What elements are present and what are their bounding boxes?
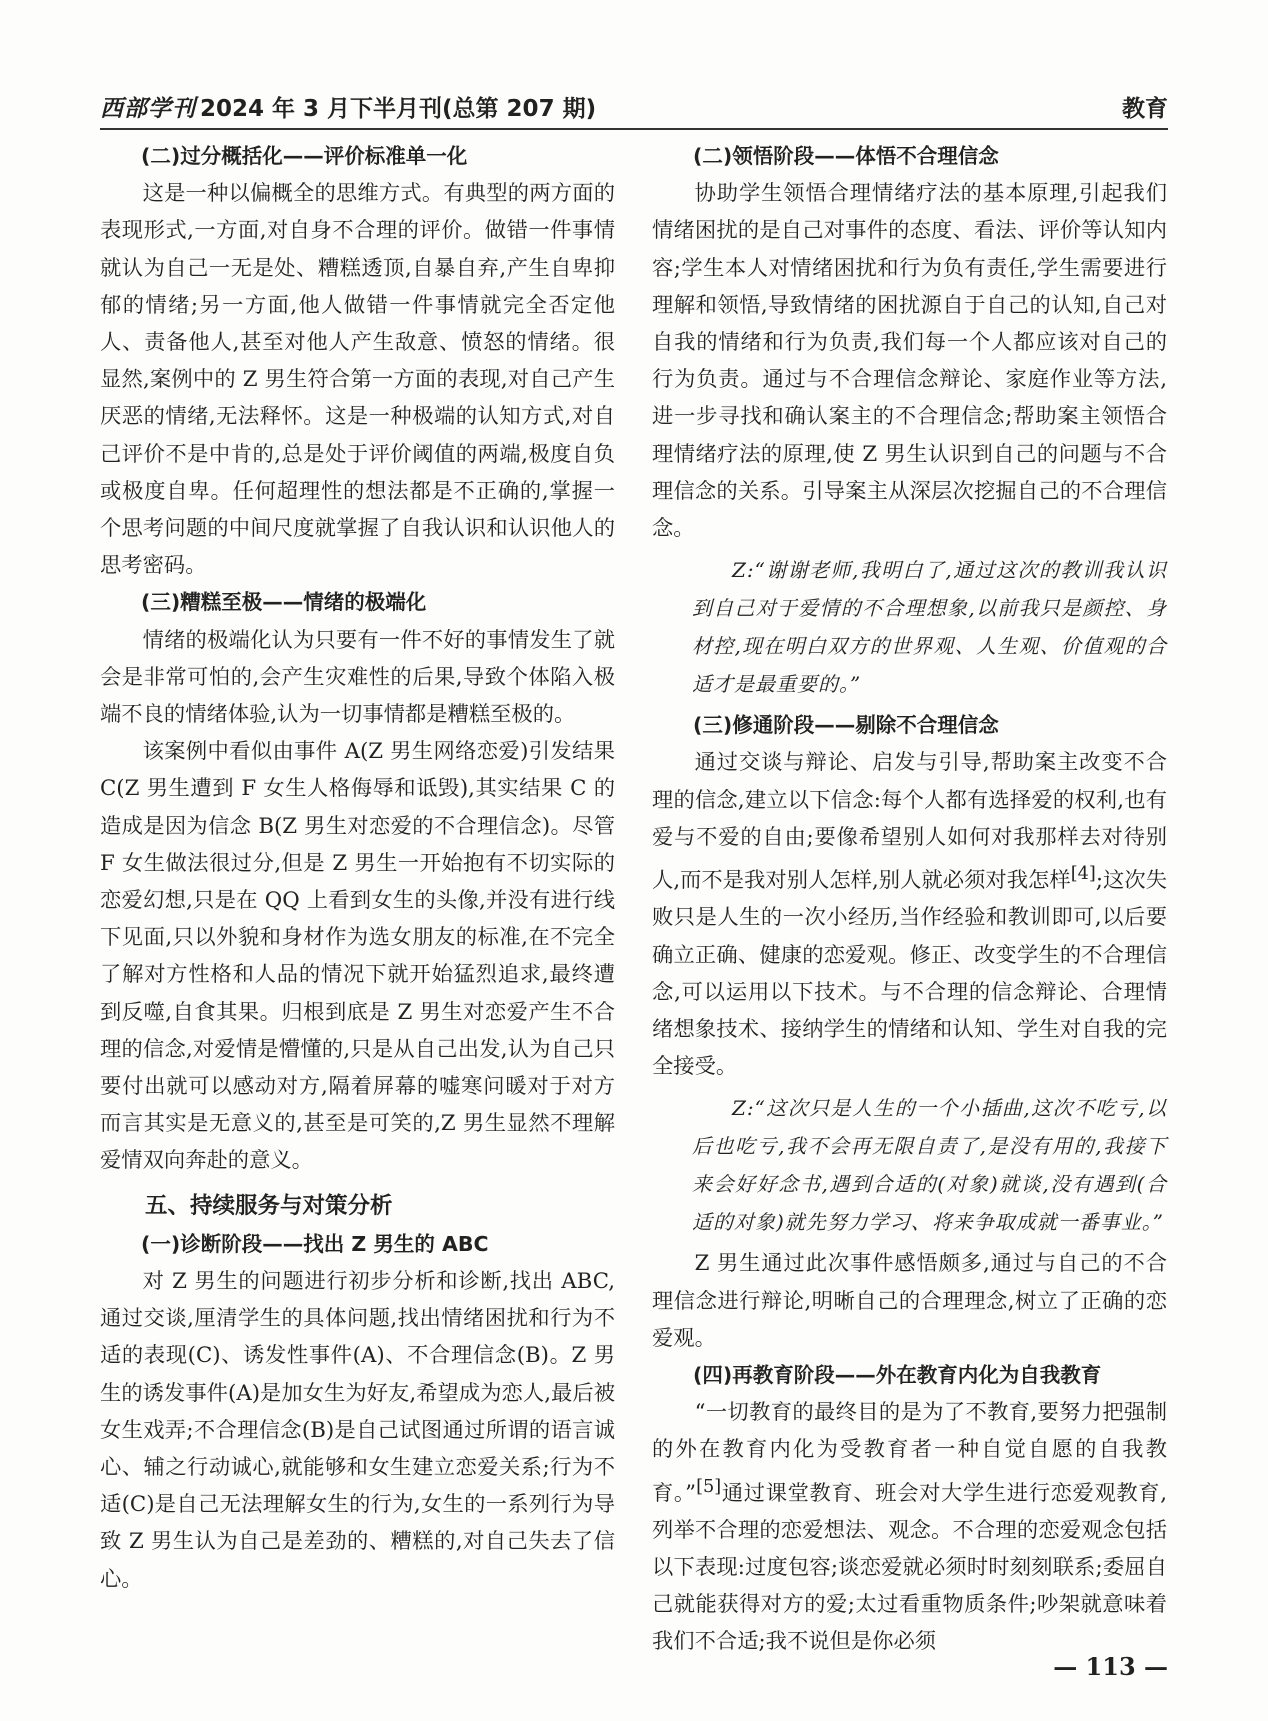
citation-ref: [5] <box>696 1476 722 1497</box>
paragraph: 对 Z 男生的问题进行初步分析和诊断,找出 ABC,通过交谈,厘清学生的具体问题,找出情绪困扰和行为不适的表现(C)、诱发性事件(A)、不合理信念(B)。Z 男生的诱发事件(A)是加女生为好友,希望成为恋人,最后被女生戏弄;不合理信念(B)是自己试图通过所谓的语言诚心、辅之行动诚心,就能够和女生建立恋爱关系;行为不适(C)是自己无法理解女生的行为,女生的一系列行为导致 Z 男生认为自己是差劲的、糟糕的,对自己失去了信心。 <box>100 1268 615 1592</box>
paragraph-text: “一切教育的最终目的是为了不教育,要努力把强制的外在教育内化为受教育者一种自觉自愿的自我教育。” <box>652 1400 1167 1506</box>
left-column <box>100 138 615 1598</box>
paragraph: 该案例中看似由事件 A(Z 男生网络恋爱)引发结果 C(Z 男生遭到 F 女生人格侮辱和诋毁),其实结果 C 的造成是因为信念 B(Z 男生对恋爱的不合理信念)。尽管 F 女生做法很过分,但是 Z 男生一开始抱有不切实际的恋爱幻想,只是在 QQ 上看到女生的头像,并没有进行线下见面,只以外貌和身材作为选女朋友的标准,在不完全了解对方性格和人品的情况下就开始猛烈追求,最终遭到反噬,自食其果。归根到底是 Z 男生对恋爱产生不合理的信念,对爱情是懵懂的,只是从自己出发,认为自己只要付出就可以感动对方,隔着屏幕的嘘寒问暖对于对方而言其实是无意义的,甚至是可笑的,Z 男生显然不理解爱情双向奔赴的意义。 <box>100 739 615 1174</box>
heading-working-through-stage: (三)修通阶段——剔除不合理信念 <box>693 713 999 738</box>
paragraph: Z 男生通过此次事件感悟颇多,通过与自己的不合理信念进行辩论,明晰自己的合理理念,树立了正确的恋爱观。 <box>652 1251 1167 1351</box>
citation-ref: [4] <box>1070 864 1096 885</box>
heading-catastrophizing: (三)糟糕至极——情绪的极端化 <box>141 590 427 615</box>
journal-issue-line <box>100 90 596 123</box>
journal-logo: 西部学刊 <box>100 95 196 122</box>
section-label: 教育 <box>1122 96 1168 122</box>
heading-section-5: 五、持续服务与对策分析 <box>145 1192 393 1219</box>
page-number: — 113 — <box>1053 1652 1168 1681</box>
heading-over-generalization: (二)过分概括化——评价标准单一化 <box>141 144 468 168</box>
student-quote: Z:“谢谢老师,我明白了,通过这次的教训我认识到自己对于爱情的不合理想象,以前我只是颜控、身材控,现在明白双方的世界观、人生观、价值观的合适才是最重要的。” <box>692 558 1167 697</box>
paragraph: 情绪的极端化认为只要有一件不好的事情发生了就会是非常可怕的,会产生灾难性的后果,导致个体陷入极端不良的情绪体验,认为一切事情都是糟糕至极的。 <box>100 627 615 728</box>
paragraph: 协助学生领悟合理情绪疗法的基本原理,引起我们情绪困扰的是自己对事件的态度、看法、评价等认知内容;学生本人对情绪困扰和行为负有责任,学生需要进行理解和领悟,导致情绪的困扰源自于自己的认知,自己对自我的情绪和行为负责,我们每一个人都应该对自己的行为负责。通过与不合理信念辩论、家庭作业等方法,进一步寻找和确认案主的不合理信念;帮助案主领悟合理情绪疗法的原理,使 Z 男生认识到自己的问题与不合理信念的关系。引导案主从深层次挖掘自己的不合理信念。 <box>652 181 1167 542</box>
right-column <box>652 138 1167 1661</box>
heading-diagnosis-stage: (一)诊断阶段——找出 Z 男生的 ABC <box>141 1231 489 1256</box>
paragraph-text: 通过课堂教育、班会对大学生进行恋爱观教育,列举不合理的恋爱想法、观念。不合理的恋爱观念包括以下表现:过度包容;谈恋爱就必须时时刻刻联系;委屈自己就能获得对方的爱;太过看重物质条件;吵架就意味着我们不合适;我不说但是你必须 <box>652 1480 1167 1655</box>
heading-insight-stage: (二)领悟阶段——体悟不合理信念 <box>693 144 999 168</box>
paragraph: 这是一种以偏概全的思维方式。有典型的两方面的表现形式,一方面,对自身不合理的评价。做错一件事情就认为自己一无是处、糟糕透顶,自暴自弃,产生自卑抑郁的情绪;另一方面,他人做错一件事情就完全否定他人、责备他人,甚至对他人产生敌意、愤怒的情绪。很显然,案例中的 Z 男生符合第一方面的表现,对自己产生厌恶的情绪,无法释怀。这是一种极端的认知方式,对自己评价不是中肯的,总是处于评价阈值的两端,极度自负或极度自卑。任何超理性的想法都是不正确的,掌握一个思考问题的中间尺度就掌握了自我认识和认识他人的思考密码。 <box>100 181 615 579</box>
issue-info: 2024 年 3 月下半月刊(总第 207 期) <box>200 96 597 122</box>
student-quote: Z:“这次只是人生的一个小插曲,这次不吃亏,以后也吃亏,我不会再无限自责了,是没有用的,我接下来会好好念书,遇到合适的(对象)就谈,没有遇到(合适的对象)就先努力学习、将来争取成就一番事业。” <box>692 1096 1167 1235</box>
running-header <box>100 86 1168 130</box>
paragraph <box>652 744 1167 1085</box>
heading-reeducation-stage: (四)再教育阶段——外在教育内化为自我教育 <box>693 1362 1102 1387</box>
paragraph-text: 通过交谈与辩论、启发与引导,帮助案主改变不合理的信念,建立以下信念:每个人都有选择爱的权利,也有爱与不爱的自由;要像希望别人如何对我那样去对待别人,而不是我对别人怎样,别人就必须对我怎样 <box>652 750 1167 894</box>
paragraph-text: ;这次失败只是人生的一次小经历,当作经验和教训即可,以后要确立正确、健康的恋爱观。修正、改变学生的不合理信念,可以运用以下技术。与不合理的信念辩论、合理情绪想象技术、接纳学生的情绪和认知、学生对自我的完全接受。 <box>652 868 1167 1080</box>
paragraph <box>652 1394 1167 1661</box>
